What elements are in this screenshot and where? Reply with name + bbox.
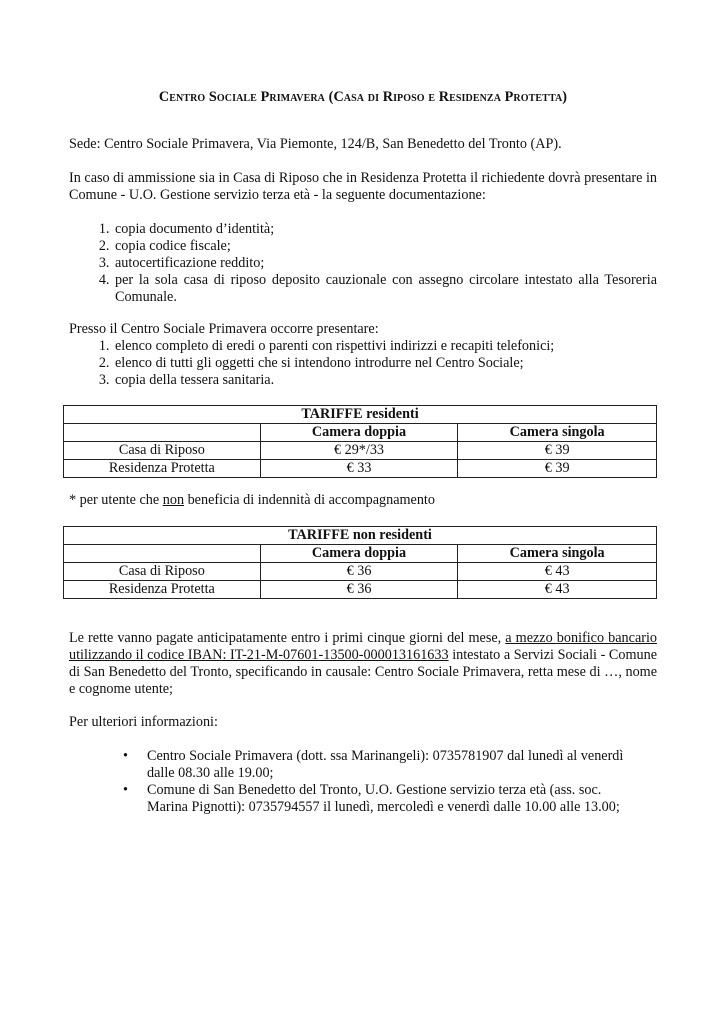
list-item: 3. autocertificazione reddito; xyxy=(113,255,657,272)
tariffe-non-residenti-table xyxy=(63,526,657,599)
page-title: Centro Sociale Primavera (Casa di Riposo e Residenza Protetta) xyxy=(158,89,568,105)
list-item: 1. elenco completo di eredi o parenti con rispettivi indirizzi e recapiti telefonici; xyxy=(113,338,657,355)
row-label: Casa di Riposo xyxy=(64,563,261,581)
table-cell: € 43 xyxy=(458,563,657,581)
table-title: TARIFFE residenti xyxy=(64,406,657,424)
table-cell: € 36 xyxy=(260,581,458,599)
table-title: TARIFFE non residenti xyxy=(64,527,657,545)
rette-text-end: intestato a Servizi Sociali - Comune di San Benedetto del Tronto, specificando in causale: Centro Sociale Primavera, retta mese di …, nome e cognome utente; xyxy=(69,647,657,697)
nota-paragraph xyxy=(69,492,657,509)
iban-text: a mezzo bonifico bancario utilizzando il codice IBAN: IT-21-M-07601-13500-000013161633 xyxy=(69,630,657,663)
column-header: Camera doppia xyxy=(260,545,458,563)
rette-text: Le rette vanno pagate anticipatamente entro i primi cinque giorni del mese, xyxy=(69,630,506,646)
bullet-icon: • xyxy=(123,748,128,764)
table-row xyxy=(64,563,657,581)
table-cell: € 36 xyxy=(260,563,458,581)
bullet-icon: • xyxy=(123,782,128,798)
table-cell: € 33 xyxy=(260,460,458,478)
column-header: Camera singola xyxy=(458,424,657,442)
table-cell: € 39 xyxy=(458,460,657,478)
info-line: Centro Sociale Primavera (dott. ssa Marinangeli): 0735781907 dal lunedì al venerdì xyxy=(147,748,624,764)
row-label: Casa di Riposo xyxy=(64,442,261,460)
row-label: Residenza Protetta xyxy=(64,460,261,478)
list-item: 4. per la sola casa di riposo deposito cauzionale con assegno circolare intestato alla Tesoreria Comunale. xyxy=(113,272,657,306)
nota-text-end: beneficia di indennità di accompagnamento xyxy=(184,492,435,508)
rette-paragraph xyxy=(69,630,657,698)
list-item: 2. copia codice fiscale; xyxy=(113,238,657,255)
table-corner-cell xyxy=(64,545,261,563)
presso-intro: Presso il Centro Sociale Primavera occorre presentare: xyxy=(69,321,379,337)
table-cell: € 43 xyxy=(458,581,657,599)
presso-list xyxy=(69,338,657,389)
sede-paragraph: Sede: Centro Sociale Primavera, Via Piemonte, 124/B, San Benedetto del Tronto (AP). xyxy=(69,136,562,152)
info-intro: Per ulteriori informazioni: xyxy=(69,714,218,730)
table-cell: € 29*/33 xyxy=(260,442,458,460)
nota-underlined: non xyxy=(162,492,185,508)
list-item xyxy=(123,748,667,782)
table-row xyxy=(64,581,657,599)
table-corner-cell xyxy=(64,424,261,442)
list-item: 2. elenco di tutti gli oggetti che si intendono introdurre nel Centro Sociale; xyxy=(113,355,657,372)
documenti-list xyxy=(69,221,657,306)
tariffe-residenti-table xyxy=(63,405,657,478)
list-item xyxy=(123,782,667,816)
column-header: Camera doppia xyxy=(260,424,458,442)
list-item: 3. copia della tessera sanitaria. xyxy=(113,372,657,389)
ammissione-paragraph: In caso di ammissione sia in Casa di Riposo che in Residenza Protetta il richiedente dovrà presentare in Comune - U.O. Gestione servizio terza età - la seguente documentazione: xyxy=(69,170,657,203)
nota-text: * per utente che xyxy=(69,492,163,508)
info-line: Marina Pignotti): 0735794557 il lunedì, mercoledì e venerdì dalle 10.00 alle 13.00; xyxy=(147,799,620,815)
info-line: dalle 08.30 alle 19.00; xyxy=(147,765,274,781)
table-cell: € 39 xyxy=(458,442,657,460)
column-header: Camera singola xyxy=(458,545,657,563)
info-list xyxy=(69,748,667,816)
table-row xyxy=(64,460,657,478)
table-row xyxy=(64,442,657,460)
row-label: Residenza Protetta xyxy=(64,581,261,599)
list-item: 1. copia documento d’identità; xyxy=(113,221,657,238)
info-line: Comune di San Benedetto del Tronto, U.O. Gestione servizio terza età (ass. soc. xyxy=(147,782,602,798)
